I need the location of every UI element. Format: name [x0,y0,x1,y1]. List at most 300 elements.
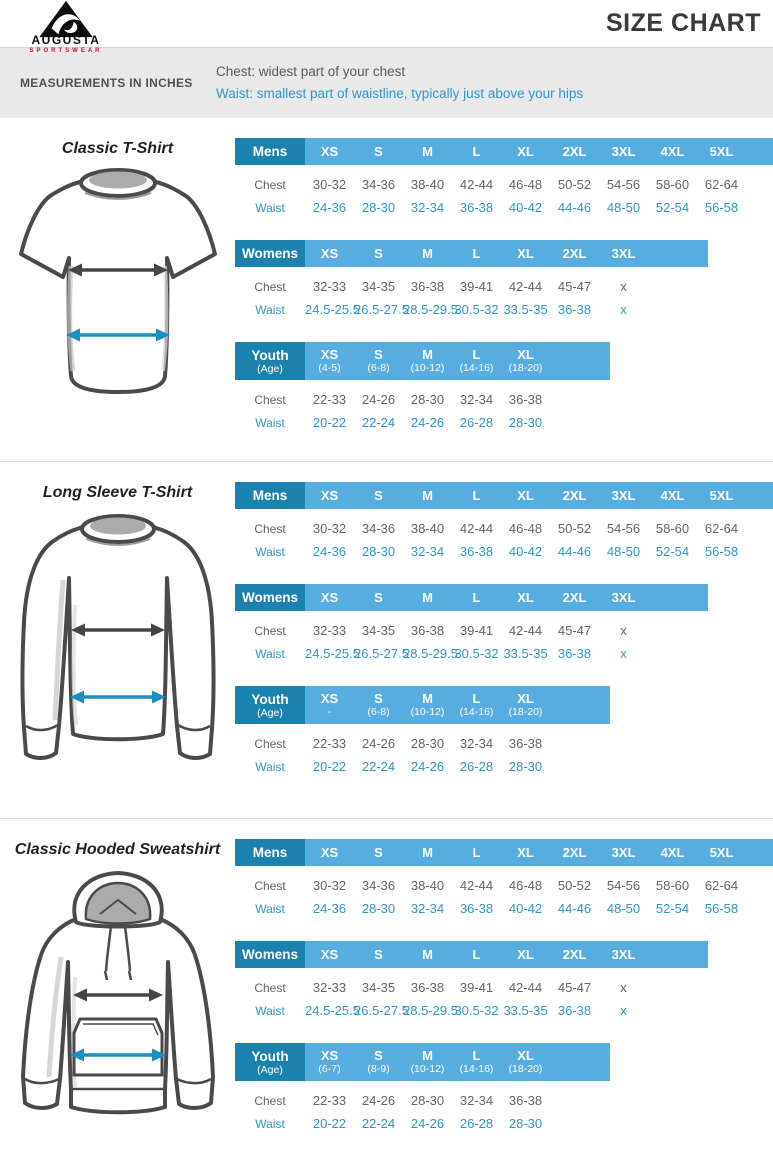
measurement-cell: 36-38 [508,1093,543,1108]
size-header-cell [452,1043,501,1081]
size-header-cell [599,941,648,968]
measurement-cell: 24.5-25.5 [305,302,360,317]
size-table-body [235,976,773,1022]
waist-row [235,411,773,434]
size-label: XL [517,245,534,261]
size-sublabel: (18-20) [508,362,543,374]
size-header-cell [550,839,599,866]
measurement-cell: 54-56 [606,878,641,893]
group-label: Youth [251,347,289,363]
size-label: M [422,946,433,962]
measurement-cell: 26.5-27.5 [354,646,409,661]
measurement-cell: 42-44 [508,623,543,638]
measurement-notes [216,61,583,105]
size-label: XS [320,143,339,159]
product-title: Classic T-Shirt [61,140,174,157]
measurement-cell: 62-64 [704,521,739,536]
size-header-cell [452,584,501,611]
size-header-cell [501,1043,550,1081]
waist-note: Waist: smallest part of waistline, typically just above your hips [216,86,584,101]
size-label: L [472,844,481,860]
top-bar [0,0,773,54]
row-label-chest: Chest [254,1093,286,1108]
row-label-waist: Waist [255,415,285,430]
size-header-cell [354,1043,403,1081]
measurement-cell: 39-41 [459,623,494,638]
longsleeve-drawing-icon [13,510,223,772]
measurement-cell: 32-34 [459,736,494,751]
size-table-youth [235,1043,773,1135]
waist-row [235,298,773,321]
measurement-cell: 24-36 [312,901,347,916]
size-header-cell [501,584,550,611]
measurement-cell: 46-48 [508,521,543,536]
size-label: L [472,946,481,962]
size-table-header [235,686,610,724]
row-label-chest: Chest [254,392,286,407]
size-table-body [235,173,773,219]
size-label: S [374,844,383,860]
waist-row [235,755,773,778]
size-label: L [472,589,481,605]
size-label: S [374,487,383,503]
size-table-body [235,388,773,434]
size-table-mens [235,138,773,219]
measurement-cell: 40-42 [508,200,543,215]
product-illustration [0,867,235,1119]
measurement-cell: 50-52 [557,177,592,192]
measurement-cell: 45-47 [557,623,592,638]
chest-row [235,976,773,999]
size-label: S [374,589,383,605]
measurement-cell: 56-58 [704,200,739,215]
measurement-cell: 28-30 [361,544,396,559]
measurement-cell: 28.5-29.5 [403,302,458,317]
product-left-column [0,138,235,461]
measurement-cell: 26-28 [459,759,494,774]
size-label: XL [517,143,534,159]
size-label: XL [517,487,534,503]
measurement-cell: 58-60 [655,878,690,893]
size-header-cell [403,240,452,267]
measurement-cell: 22-33 [312,1093,347,1108]
size-sublabel: (18-20) [508,706,543,718]
size-header-cell [305,482,354,509]
measurement-cell: 30-32 [312,177,347,192]
row-label-chest: Chest [254,736,286,751]
measurement-cell: 24-26 [410,1116,445,1131]
size-sublabel: (6-8) [367,706,390,718]
size-table-header [235,138,773,165]
measurement-cell: 24-36 [312,200,347,215]
measurement-cell: 28-30 [508,415,543,430]
group-header-cell [235,941,305,968]
measurement-cell: 22-24 [361,1116,396,1131]
group-label: Mens [252,488,288,503]
measurement-cell: 42-44 [459,878,494,893]
size-header-cell [452,839,501,866]
product-section [0,461,773,818]
size-label: 3XL [611,946,636,962]
size-header-cell [501,839,550,866]
measurement-cell: 22-24 [361,415,396,430]
size-header-cell [354,342,403,380]
page-title: SIZE CHART [606,9,761,37]
product-left-column [0,839,235,1169]
group-header-cell [235,342,305,380]
chest-row [235,517,773,540]
size-header-cell [501,941,550,968]
size-header-cell [550,240,599,267]
measurement-cell: 24.5-25.5 [305,646,360,661]
measurement-cell: 32-34 [410,544,445,559]
size-label: XS [320,487,339,503]
measurement-cell: 42-44 [459,521,494,536]
size-label: XL [517,691,534,706]
size-label: M [422,691,433,706]
measurement-cell: 24-26 [410,759,445,774]
size-label: 3XL [611,844,636,860]
measurement-cell: 52-54 [655,544,690,559]
size-header-cell [501,342,550,380]
size-table-mens [235,482,773,563]
sections-container [0,118,773,1169]
size-label: 5XL [709,143,734,159]
row-label-waist: Waist [255,901,285,916]
measurement-cell: 28-30 [508,759,543,774]
measurement-cell: x [620,1003,627,1018]
size-label: XL [517,844,534,860]
product-tables [235,482,773,818]
row-label-waist: Waist [255,646,285,661]
size-sublabel: (10-12) [410,362,445,374]
size-label: S [374,1048,383,1063]
measurement-cell: 34-35 [361,623,396,638]
measurement-cell: 26-28 [459,1116,494,1131]
size-header-cell [354,941,403,968]
size-label: S [374,347,383,362]
size-header-cell [452,342,501,380]
size-label: 2XL [562,844,587,860]
size-table-header [235,482,773,509]
measurement-cell: 38-40 [410,521,445,536]
size-label: M [422,844,433,860]
size-label: XS [320,589,339,605]
row-label-chest: Chest [254,279,286,294]
group-label: Mens [252,845,288,860]
size-label: L [472,1048,481,1063]
measurement-cell: 36-38 [410,623,445,638]
product-tables [235,839,773,1169]
row-label-waist: Waist [255,200,285,215]
size-label: 5XL [709,844,734,860]
group-header-cell [235,839,305,866]
row-label-chest: Chest [254,177,286,192]
size-sublabel: - [327,706,332,718]
waist-row [235,540,773,563]
product-tables [235,138,773,461]
row-label-waist: Waist [255,544,285,559]
size-header-cell [550,941,599,968]
measurement-cell: 48-50 [606,544,641,559]
size-header-cell [648,138,697,165]
measurement-cell: 30.5-32 [454,1003,499,1018]
measurement-cell: 56-58 [704,544,739,559]
measurement-cell: 24-26 [361,736,396,751]
row-label-chest: Chest [254,521,286,536]
size-label: L [472,487,481,503]
waist-row [235,642,773,665]
product-illustration [0,510,235,772]
size-header-cell [501,240,550,267]
measurement-cell: 44-46 [557,901,592,916]
size-table-womens [235,584,773,665]
size-table-body [235,1089,773,1135]
measurement-cell: 45-47 [557,279,592,294]
size-label: 4XL [660,143,685,159]
size-header-cell [403,138,452,165]
measurement-cell: 26.5-27.5 [354,302,409,317]
measurement-cell: 40-42 [508,544,543,559]
group-header-cell [235,1043,305,1081]
measurement-cell: 34-36 [361,878,396,893]
product-left-column [0,482,235,818]
measurement-cell: 39-41 [459,980,494,995]
size-label: S [374,143,383,159]
size-table-womens [235,941,773,1022]
size-label: M [422,487,433,503]
group-header-cell [235,686,305,724]
size-header-cell [403,482,452,509]
size-header-cell [599,482,648,509]
size-label: XL [517,1048,534,1063]
size-header-cell [403,686,452,724]
measurement-cell: 24-36 [312,544,347,559]
size-label: XS [320,245,339,261]
group-label: Mens [252,144,288,159]
size-table-youth [235,686,773,778]
measurement-cell: 28-30 [508,1116,543,1131]
size-header-cell [354,839,403,866]
tshirt-drawing-icon [13,166,223,394]
measurement-cell: 32-33 [312,980,347,995]
size-label: XL [517,347,534,362]
chest-row [235,874,773,897]
size-label: XS [320,946,339,962]
chest-row [235,619,773,642]
size-header-cell [305,1043,354,1081]
measurement-cell: 52-54 [655,200,690,215]
size-label: XS [320,691,339,706]
size-header-cell [599,584,648,611]
size-label: 2XL [562,143,587,159]
brand-subname: SPORTSWEAR [29,48,103,54]
measurement-cell: 28-30 [361,901,396,916]
size-label: S [374,245,383,261]
group-header-cell [235,482,305,509]
size-label: L [472,143,481,159]
waist-row [235,1112,773,1135]
measurement-cell: 39-41 [459,279,494,294]
size-header-cell [550,584,599,611]
size-table-header [235,1043,610,1081]
size-table-body [235,619,773,665]
measurement-cell: 33.5-35 [503,1003,548,1018]
size-header-cell [452,240,501,267]
product-section [0,818,773,1169]
measurement-cell: 42-44 [508,279,543,294]
size-table-body [235,517,773,563]
measurement-cell: 58-60 [655,177,690,192]
size-label: 2XL [562,487,587,503]
measurement-cell: 24-26 [361,1093,396,1108]
chest-row [235,1089,773,1112]
measurement-cell: 32-33 [312,623,347,638]
product-illustration [0,166,235,394]
group-sublabel: (Age) [257,362,283,375]
measurement-cell: 36-38 [557,646,592,661]
measurement-cell: 44-46 [557,544,592,559]
size-label: S [374,691,383,706]
size-header-cell [354,584,403,611]
group-sublabel: (Age) [257,706,283,719]
augusta-logo [18,0,114,54]
row-label-waist: Waist [255,759,285,774]
size-label: 4XL [660,844,685,860]
measurement-cell: 32-34 [459,1093,494,1108]
measurement-cell: 36-38 [508,736,543,751]
size-header-cell [697,138,746,165]
measurement-cell: 30.5-32 [454,302,499,317]
measurement-cell: 22-33 [312,736,347,751]
size-table-header [235,839,773,866]
size-header-cell [599,839,648,866]
size-label: XS [320,347,339,362]
size-label: M [422,245,433,261]
size-label: M [422,347,433,362]
measurement-cell: 54-56 [606,521,641,536]
measurement-cell: 46-48 [508,878,543,893]
measurement-cell: 30.5-32 [454,646,499,661]
size-header-cell [305,584,354,611]
product-title: Classic Hooded Sweatshirt [14,841,221,858]
measurement-cell: 42-44 [459,177,494,192]
size-header-cell [550,482,599,509]
measurement-cell: 38-40 [410,177,445,192]
measurement-cell: 32-33 [312,279,347,294]
size-table-body [235,732,773,778]
size-header-cell [599,138,648,165]
size-header-cell [697,482,746,509]
size-header-cell [452,482,501,509]
measurement-cell: 33.5-35 [503,302,548,317]
measurement-cell: 28-30 [410,1093,445,1108]
size-header-cell [403,342,452,380]
waist-row [235,196,773,219]
size-label: 3XL [611,487,636,503]
size-header-cell [403,941,452,968]
group-header-cell [235,584,305,611]
size-label: XS [320,844,339,860]
size-sublabel: (10-12) [410,1063,445,1075]
row-label-waist: Waist [255,1003,285,1018]
size-label: L [472,245,481,261]
size-table-header [235,240,708,267]
size-header-cell [648,839,697,866]
size-label: M [422,1048,433,1063]
size-header-cell [403,584,452,611]
size-table-header [235,941,708,968]
size-header-cell [354,686,403,724]
chest-row [235,732,773,755]
group-header-cell [235,138,305,165]
product-title: Long Sleeve T-Shirt [42,484,193,501]
chest-row [235,173,773,196]
measurement-cell: 26-28 [459,415,494,430]
size-header-cell [648,482,697,509]
waist-row [235,999,773,1022]
size-sublabel: (14-16) [459,1063,494,1075]
chest-row [235,275,773,298]
measurement-cell: 34-35 [361,980,396,995]
measurement-cell: 32-34 [410,901,445,916]
size-label: L [472,691,481,706]
measurement-cell: 20-22 [312,1116,347,1131]
measurement-cell: 24-26 [410,415,445,430]
measurement-cell: 34-36 [361,177,396,192]
size-header-cell [354,138,403,165]
size-header-cell [697,839,746,866]
measurement-cell: 48-50 [606,901,641,916]
measurement-cell: 56-58 [704,901,739,916]
measurement-cell: 48-50 [606,200,641,215]
measurement-cell: 26.5-27.5 [354,1003,409,1018]
measurement-cell: 50-52 [557,878,592,893]
measurement-cell: 45-47 [557,980,592,995]
group-label: Womens [241,947,298,962]
measurement-cell: 62-64 [704,177,739,192]
measurement-cell: 28-30 [361,200,396,215]
measurement-cell: 44-46 [557,200,592,215]
measurement-cell: 36-38 [557,1003,592,1018]
size-sublabel: (10-12) [410,706,445,718]
size-header-cell [599,240,648,267]
measurement-cell: 62-64 [704,878,739,893]
size-header-cell [403,1043,452,1081]
size-table-womens [235,240,773,321]
size-label: 2XL [562,589,587,605]
measurement-cell: 33.5-35 [503,646,548,661]
size-table-mens [235,839,773,920]
group-label: Youth [251,1048,289,1064]
size-table-header [235,342,610,380]
group-sublabel: (Age) [257,1063,283,1076]
measurement-cell: 22-24 [361,759,396,774]
measurement-cell: 28-30 [410,392,445,407]
size-sublabel: (18-20) [508,1063,543,1075]
waist-row [235,897,773,920]
chest-row [235,388,773,411]
row-label-waist: Waist [255,302,285,317]
hoodie-drawing-icon [13,867,223,1119]
group-header-cell [235,240,305,267]
measurement-cell: 36-38 [410,279,445,294]
size-label: 2XL [562,245,587,261]
size-table-youth [235,342,773,434]
measurement-cell: 38-40 [410,878,445,893]
size-label: M [422,143,433,159]
measurements-label: MEASUREMENTS IN INCHES [20,76,193,90]
